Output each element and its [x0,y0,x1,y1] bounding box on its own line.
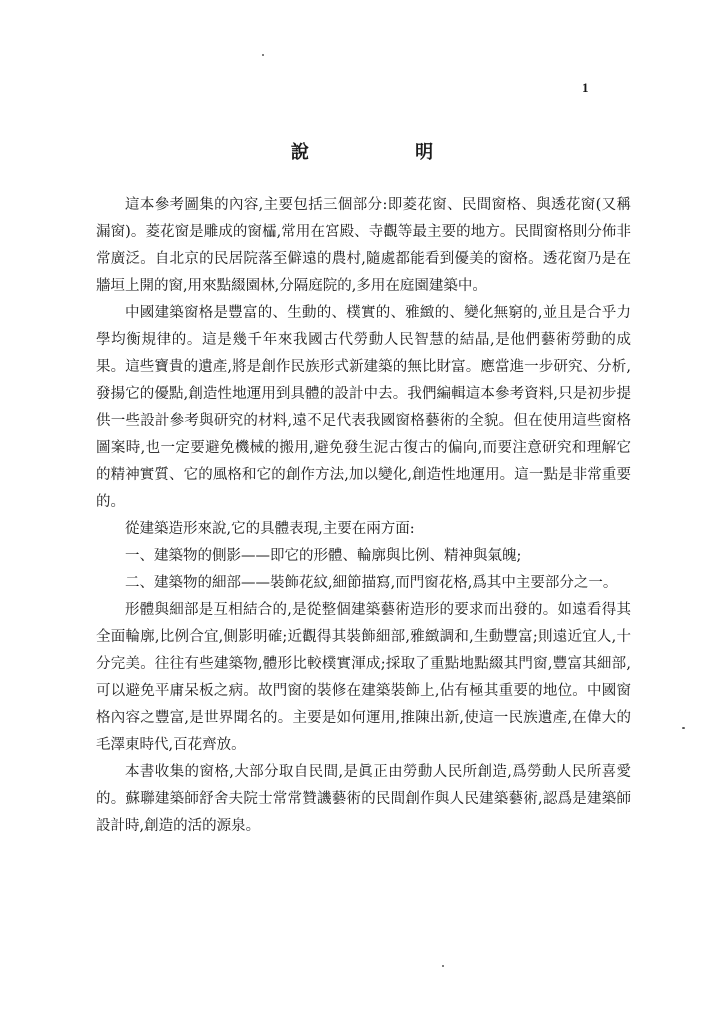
paragraph-3: 從建築造形來說,它的具體表現,主要在兩方面: [125,521,415,537]
page-title: 說 明 [290,142,484,163]
paragraph-1: 這本參考圖集的內容,主要包括三個部分:即菱花窗、民間窗格、與透花窗(又稱漏窗)。菱花窗是雕成的窗櫺,常用在宮殿、寺觀等最主要的地方。民間窗格則分佈非常廣泛。自北京的民居院落至僻遠的農村,隨處都能看到優美的窗格。透花窗乃是在牆垣上開的窗,用來點綴園林,分隔庭院的,多用在庭園建築中。 [96,197,631,294]
paragraph-2: 中國建築窗格是豐富的、生動的、樸實的、雅緻的、變化無窮的,並且是合乎力學均衡規律的。這是幾千年來我國古代勞動人民智慧的結晶,是他們藝術勞動的成果。這些寶貴的遺產,將是創作民族形式新建築的無比財富。應當進一步研究、分析,發揚它的優點,創造性地運用到具體的設計中去。我們編輯這本參考資料,只是初步提供一些設計參考與研究的材料,遠不足代表我國窗格藝術的全貌。但在使用這些窗格圖案時,也一定要避免機械的搬用,避免發生泥古復古的偏向,而要注意研究和理解它的精神實質、它的風格和它的創作方法,加以變化,創造性地運用。這一點是非常重要的。 [96,305,631,510]
list-item-silhouette: 一、建築物的側影——即它的形體、輪廓與比例、精神與氣魄; [125,548,522,564]
paragraph-4: 形體與細部是互相結合的,是從整個建築藝術造形的要求而出發的。如遠看得其全面輪廓,比例合宜,側影明確;近觀得其裝飾細部,雅緻調和,生動豐富;則遠近宜人,十分完美。往往有些建築物,體形比較樸實渾成;採取了重點地點綴其門窗,豐富其細部,可以避免平庸呆板之病。故門窗的裝修在建築裝飾上,佔有極其重要的地位。中國窗格內容之豐富,是世界聞名的。主要是如何運用,推陳出新,使這一民族遺產,在偉大的毛澤東時代,百花齊放。 [96,602,631,753]
list-item-details: 二、建築物的細部——裝飾花紋,細節描寫,而門窗花格,爲其中主要部分之一。 [125,575,618,591]
scan-speck [262,54,264,56]
paragraph-5: 本書收集的窗格,大部分取自民間,是眞正由勞動人民所創造,爲勞動人民所喜愛的。蘇聯建築師舒舍夫院士常常贊譏藝術的民間創作與人民建築藝術,認爲是建築師設計時,創造的活的源泉。 [96,764,631,834]
scan-speck [682,727,685,729]
scan-speck [442,965,444,967]
page-number: 1 [582,80,589,95]
document-body [96,192,631,840]
